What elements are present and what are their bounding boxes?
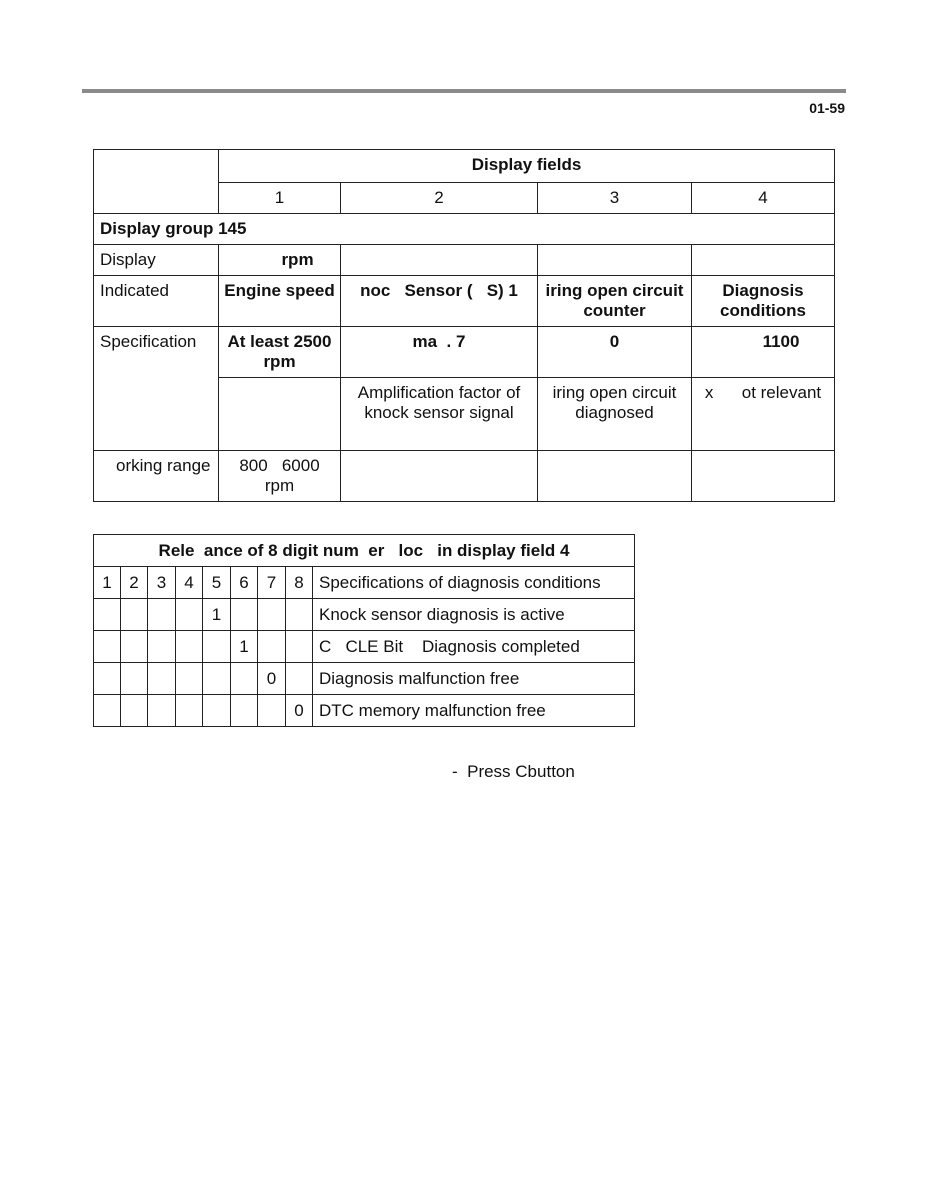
specification-value: ma . 7	[341, 327, 538, 378]
field-number: 2	[341, 183, 538, 214]
digit-header: 1	[94, 567, 121, 599]
digit-cell	[94, 663, 121, 695]
digit-cell	[286, 663, 313, 695]
digit-cell: 0	[258, 663, 286, 695]
corner-cell	[94, 150, 219, 214]
display-value	[341, 245, 538, 276]
row-label-working-range: orking range	[94, 451, 219, 502]
display-group-label: Display group 145	[94, 214, 835, 245]
field-number: 3	[538, 183, 692, 214]
digit-description: Knock sensor diagnosis is active	[313, 599, 635, 631]
digit-cell	[231, 695, 258, 727]
working-range-value	[538, 451, 692, 502]
footer-note: - Press Cbutton	[452, 762, 575, 781]
digit-cell	[176, 663, 203, 695]
indicated-value: noc Sensor ( S) 1	[341, 276, 538, 327]
indicated-value: Diagnosis conditions	[692, 276, 835, 327]
digit-header: 3	[148, 567, 176, 599]
row-label-specification: Specification	[94, 327, 219, 451]
digit-header: 2	[121, 567, 148, 599]
digit-cell	[121, 631, 148, 663]
digit-cell	[231, 599, 258, 631]
working-range-value: 800 6000 rpm	[219, 451, 341, 502]
digit-header: 7	[258, 567, 286, 599]
digit-cell	[148, 695, 176, 727]
specification-value: 1100	[692, 327, 835, 378]
working-range-value	[341, 451, 538, 502]
display-fields-header: Display fields	[219, 150, 835, 183]
digit-cell: 0	[286, 695, 313, 727]
digit-cell	[176, 631, 203, 663]
display-value: rpm	[219, 245, 341, 276]
digit-cell	[258, 631, 286, 663]
digit-cell	[203, 663, 231, 695]
row-label-indicated: Indicated	[94, 276, 219, 327]
digit-cell	[258, 599, 286, 631]
digit-description: C CLE Bit Diagnosis completed	[313, 631, 635, 663]
note-value	[219, 378, 341, 451]
table-row	[94, 663, 635, 695]
indicated-value: Engine speed	[219, 276, 341, 327]
digit-cell	[286, 631, 313, 663]
digit-table-title: Rele ance of 8 digit num er loc in display field 4	[94, 535, 635, 567]
digit-cell: 1	[231, 631, 258, 663]
note-value: iring open circuit diagnosed	[538, 378, 692, 451]
header-rule	[82, 89, 846, 93]
digit-cell	[176, 599, 203, 631]
display-value	[538, 245, 692, 276]
digit-cell	[148, 599, 176, 631]
digit-cell	[258, 695, 286, 727]
digit-header: 5	[203, 567, 231, 599]
indicated-value: iring open circuit counter	[538, 276, 692, 327]
note-value: x ot relevant	[692, 378, 835, 451]
digit-header-description: Specifications of diagnosis conditions	[313, 567, 635, 599]
digit-cell	[286, 599, 313, 631]
digit-cell	[94, 599, 121, 631]
field-number: 1	[219, 183, 341, 214]
digit-cell	[176, 695, 203, 727]
table-row	[94, 599, 635, 631]
table-row	[94, 695, 635, 727]
digit-header: 6	[231, 567, 258, 599]
digit-cell	[121, 695, 148, 727]
working-range-value	[692, 451, 835, 502]
note-value: Amplification factor of knock sensor signal	[341, 378, 538, 451]
digit-cell	[121, 599, 148, 631]
digit-description: DTC memory malfunction free	[313, 695, 635, 727]
specification-value: At least 2500 rpm	[219, 327, 341, 378]
digit-cell	[148, 663, 176, 695]
display-group-table	[93, 149, 835, 502]
digit-cell	[231, 663, 258, 695]
page-number: 01-59	[809, 100, 845, 116]
digit-cell	[94, 695, 121, 727]
table-row	[94, 631, 635, 663]
digit-header: 4	[176, 567, 203, 599]
digit-description: Diagnosis malfunction free	[313, 663, 635, 695]
digit-cell	[203, 695, 231, 727]
digit-cell	[121, 663, 148, 695]
digit-header: 8	[286, 567, 313, 599]
digit-cell: 1	[203, 599, 231, 631]
row-label-display: Display	[94, 245, 219, 276]
digit-cell	[203, 631, 231, 663]
field-number: 4	[692, 183, 835, 214]
digit-block-table	[93, 534, 635, 727]
display-value	[692, 245, 835, 276]
digit-cell	[94, 631, 121, 663]
digit-cell	[148, 631, 176, 663]
specification-value: 0	[538, 327, 692, 378]
